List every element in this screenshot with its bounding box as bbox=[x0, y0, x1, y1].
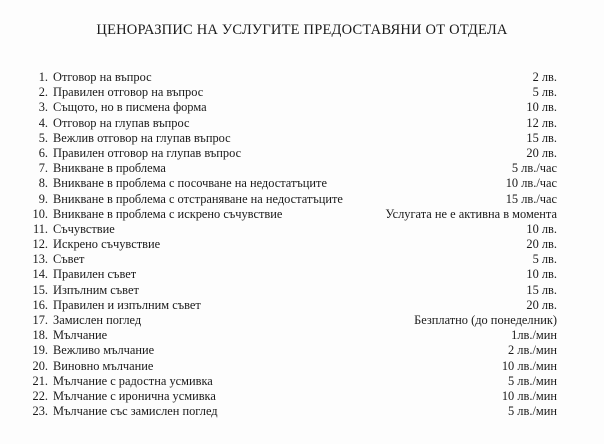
item-number: 14. bbox=[32, 267, 48, 282]
list-item bbox=[0, 252, 604, 267]
service-price: 10 лв./мин bbox=[501, 358, 557, 373]
list-item bbox=[0, 131, 604, 146]
service-label: Замислен поглед bbox=[53, 313, 142, 327]
service-price: 1лв./мин bbox=[511, 328, 557, 343]
service-label: Изпълним съвет bbox=[53, 282, 139, 297]
service-price: 10 лв. bbox=[526, 100, 557, 115]
service-price: Услугата не е активна в момента bbox=[385, 206, 557, 221]
item-number: 10. bbox=[32, 206, 48, 221]
list-item bbox=[0, 298, 604, 313]
item-number: 17. bbox=[32, 313, 48, 327]
service-price: 20 лв. bbox=[526, 297, 557, 312]
service-price: 15 лв. bbox=[526, 282, 557, 297]
service-label: Вникване в проблема с посочване на недостатъците bbox=[53, 176, 327, 191]
service-price: 2 лв. bbox=[532, 70, 557, 84]
service-price: 10 лв. bbox=[526, 267, 557, 282]
service-price: 15 лв. bbox=[526, 130, 557, 145]
list-item bbox=[0, 207, 604, 222]
item-number: 4. bbox=[38, 115, 48, 130]
service-label: Отговор на глупав въпрос bbox=[53, 115, 190, 130]
item-number: 9. bbox=[38, 191, 48, 206]
list-item bbox=[0, 176, 604, 191]
item-number: 13. bbox=[32, 252, 48, 267]
page-title: ЦЕНОРАЗПИС НА УСЛУГИТЕ ПРЕДОСТАВЯНИ ОТ ОТДЕЛА bbox=[96, 22, 508, 38]
item-number: 3. bbox=[38, 100, 48, 115]
list-item bbox=[0, 192, 604, 207]
service-price: 5 лв. bbox=[532, 252, 557, 267]
item-number: 18. bbox=[32, 328, 48, 343]
list-item bbox=[0, 359, 604, 374]
list-item bbox=[0, 283, 604, 298]
service-label: Правилен отговор на глупав въпрос bbox=[53, 145, 242, 160]
service-price: 5 лв./мин bbox=[508, 404, 557, 419]
list-item bbox=[0, 267, 604, 282]
service-label: Вникване в проблема bbox=[53, 161, 166, 176]
item-number: 22. bbox=[32, 388, 48, 403]
list-item bbox=[0, 146, 604, 161]
item-number: 21. bbox=[32, 373, 48, 388]
service-label: Съчувствие bbox=[53, 221, 115, 236]
list-item bbox=[0, 161, 604, 176]
item-number: 15. bbox=[32, 282, 48, 297]
service-price: Безплатно (до понеделник) bbox=[414, 313, 557, 327]
list-item bbox=[0, 237, 604, 252]
service-price: 20 лв. bbox=[526, 145, 557, 160]
service-label: Мълчание с иронична усмивка bbox=[53, 388, 216, 403]
service-label: Същото, но в писмена форма bbox=[53, 100, 207, 115]
service-label: Вежливо мълчание bbox=[53, 343, 155, 358]
service-price: 12 лв. bbox=[526, 115, 557, 130]
service-price: 5 лв. bbox=[532, 85, 557, 100]
item-number: 8. bbox=[38, 176, 48, 191]
service-price: 20 лв. bbox=[526, 237, 557, 252]
item-number: 23. bbox=[32, 404, 48, 419]
service-price: 15 лв./час bbox=[505, 191, 557, 206]
item-number: 20. bbox=[32, 358, 48, 373]
service-price: 5 лв./мин bbox=[508, 373, 557, 388]
list-item bbox=[0, 70, 604, 85]
service-label: Правилен отговор на въпрос bbox=[53, 85, 204, 100]
service-label: Вникване в проблема с искрено съчувствие bbox=[53, 206, 283, 221]
service-price: 2 лв./мин bbox=[508, 343, 557, 358]
service-label: Искрено съчувствие bbox=[53, 237, 161, 252]
list-item bbox=[0, 222, 604, 237]
list-item bbox=[0, 389, 604, 404]
list-item bbox=[0, 404, 604, 419]
item-number: 1. bbox=[38, 70, 48, 84]
service-label: Вникване в проблема с отстраняване на недостатъците bbox=[53, 191, 343, 206]
service-label: Мълчание със замислен поглед bbox=[53, 404, 218, 419]
service-label: Отговор на въпрос bbox=[53, 70, 152, 84]
list-item bbox=[0, 328, 604, 343]
service-price: 10 лв./час bbox=[505, 176, 557, 191]
item-number: 7. bbox=[38, 161, 48, 176]
service-label: Правилен и изпълним съвет bbox=[53, 297, 201, 312]
service-price: 10 лв. bbox=[526, 221, 557, 236]
service-label: Мълчание с радостна усмивка bbox=[53, 373, 213, 388]
service-label: Съвет bbox=[53, 252, 85, 267]
item-number: 6. bbox=[38, 145, 48, 160]
item-number: 5. bbox=[38, 130, 48, 145]
item-number: 12. bbox=[32, 237, 48, 252]
price-list bbox=[0, 70, 604, 419]
list-item bbox=[0, 313, 604, 328]
service-label: Вежлив отговор на глупав въпрос bbox=[53, 130, 231, 145]
list-item bbox=[0, 343, 604, 358]
item-number: 16. bbox=[32, 297, 48, 312]
item-number: 2. bbox=[38, 85, 48, 100]
list-item bbox=[0, 374, 604, 389]
service-label: Мълчание bbox=[53, 328, 108, 343]
list-item bbox=[0, 116, 604, 131]
service-label: Правилен съвет bbox=[53, 267, 137, 282]
service-price: 10 лв./мин bbox=[501, 388, 557, 403]
list-item bbox=[0, 100, 604, 115]
item-number: 19. bbox=[32, 343, 48, 358]
service-label: Виновно мълчание bbox=[53, 358, 154, 373]
item-number: 11. bbox=[32, 221, 48, 236]
list-item bbox=[0, 85, 604, 100]
service-price: 5 лв./час bbox=[511, 161, 557, 176]
